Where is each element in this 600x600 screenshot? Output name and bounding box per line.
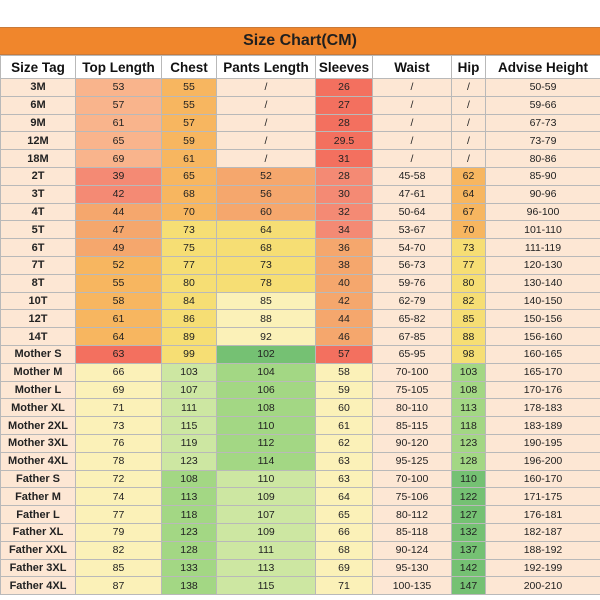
cell-top-length: 49	[76, 239, 162, 257]
cell-waist: /	[373, 132, 452, 150]
cell-top-length: 64	[76, 328, 162, 346]
cell-sleeves: 34	[316, 221, 373, 239]
cell-waist: 47-61	[373, 185, 452, 203]
cell-top-length: 61	[76, 310, 162, 328]
cell-waist: 85-115	[373, 417, 452, 435]
cell-advise-height: 130-140	[486, 274, 600, 292]
cell-size-tag: 2T	[1, 167, 76, 185]
table-row	[1, 559, 600, 577]
cell-size-tag: 5T	[1, 221, 76, 239]
cell-top-length: 69	[76, 150, 162, 168]
cell-top-length: 42	[76, 185, 162, 203]
cell-top-length: 58	[76, 292, 162, 310]
cell-sleeves: 64	[316, 488, 373, 506]
cell-advise-height: 160-165	[486, 345, 600, 363]
cell-size-tag: Mother L	[1, 381, 76, 399]
cell-sleeves: 38	[316, 256, 373, 274]
cell-sleeves: 69	[316, 559, 373, 577]
cell-waist: 100-135	[373, 577, 452, 595]
cell-pants-length: 60	[217, 203, 316, 221]
cell-size-tag: Father XXL	[1, 541, 76, 559]
cell-chest: 123	[162, 452, 217, 470]
table-row	[1, 96, 600, 114]
col-header-pants-length: Pants Length	[217, 56, 316, 79]
cell-size-tag: 6M	[1, 96, 76, 114]
cell-waist: 95-130	[373, 559, 452, 577]
cell-size-tag: 10T	[1, 292, 76, 310]
cell-advise-height: 171-175	[486, 488, 600, 506]
cell-size-tag: 4T	[1, 203, 76, 221]
cell-chest: 55	[162, 96, 217, 114]
table-body	[1, 79, 600, 595]
cell-chest: 86	[162, 310, 217, 328]
cell-hip: 122	[452, 488, 486, 506]
chart-title: Size Chart(CM)	[0, 27, 600, 55]
cell-waist: 90-124	[373, 541, 452, 559]
cell-hip: 118	[452, 417, 486, 435]
cell-hip: /	[452, 150, 486, 168]
cell-chest: 59	[162, 132, 217, 150]
cell-size-tag: 12M	[1, 132, 76, 150]
col-header-top-length: Top Length	[76, 56, 162, 79]
table-row	[1, 185, 600, 203]
cell-chest: 55	[162, 79, 217, 97]
cell-advise-height: 196-200	[486, 452, 600, 470]
cell-top-length: 63	[76, 345, 162, 363]
cell-top-length: 47	[76, 221, 162, 239]
table-row	[1, 381, 600, 399]
cell-pants-length: 110	[217, 417, 316, 435]
table-row	[1, 488, 600, 506]
table-row	[1, 363, 600, 381]
cell-waist: /	[373, 150, 452, 168]
cell-sleeves: 31	[316, 150, 373, 168]
table-row	[1, 399, 600, 417]
cell-advise-height: 178-183	[486, 399, 600, 417]
cell-size-tag: 14T	[1, 328, 76, 346]
cell-waist: 50-64	[373, 203, 452, 221]
cell-hip: /	[452, 132, 486, 150]
cell-chest: 118	[162, 506, 217, 524]
table-row	[1, 541, 600, 559]
cell-sleeves: 26	[316, 79, 373, 97]
cell-pants-length: /	[217, 150, 316, 168]
cell-pants-length: 107	[217, 506, 316, 524]
cell-chest: 133	[162, 559, 217, 577]
cell-sleeves: 32	[316, 203, 373, 221]
cell-size-tag: Father 3XL	[1, 559, 76, 577]
cell-chest: 128	[162, 541, 217, 559]
cell-hip: 137	[452, 541, 486, 559]
table-row	[1, 274, 600, 292]
cell-waist: 80-112	[373, 506, 452, 524]
cell-chest: 80	[162, 274, 217, 292]
cell-sleeves: 28	[316, 114, 373, 132]
cell-top-length: 61	[76, 114, 162, 132]
cell-size-tag: Mother S	[1, 345, 76, 363]
cell-top-length: 65	[76, 132, 162, 150]
cell-sleeves: 61	[316, 417, 373, 435]
cell-waist: 75-105	[373, 381, 452, 399]
cell-advise-height: 120-130	[486, 256, 600, 274]
cell-hip: 73	[452, 239, 486, 257]
table-row	[1, 79, 600, 97]
cell-size-tag: 6T	[1, 239, 76, 257]
cell-pants-length: 56	[217, 185, 316, 203]
cell-waist: 45-58	[373, 167, 452, 185]
cell-pants-length: 104	[217, 363, 316, 381]
cell-hip: 88	[452, 328, 486, 346]
cell-hip: 67	[452, 203, 486, 221]
cell-size-tag: 3T	[1, 185, 76, 203]
table-row	[1, 310, 600, 328]
cell-top-length: 76	[76, 434, 162, 452]
size-chart	[0, 27, 600, 595]
cell-waist: 90-120	[373, 434, 452, 452]
cell-advise-height: 59-66	[486, 96, 600, 114]
table-row	[1, 328, 600, 346]
cell-top-length: 69	[76, 381, 162, 399]
cell-size-tag: Father XL	[1, 523, 76, 541]
cell-sleeves: 59	[316, 381, 373, 399]
cell-advise-height: 96-100	[486, 203, 600, 221]
cell-advise-height: 156-160	[486, 328, 600, 346]
cell-hip: 128	[452, 452, 486, 470]
cell-sleeves: 63	[316, 452, 373, 470]
cell-pants-length: 109	[217, 523, 316, 541]
cell-waist: 95-125	[373, 452, 452, 470]
cell-chest: 73	[162, 221, 217, 239]
cell-hip: 110	[452, 470, 486, 488]
cell-hip: 80	[452, 274, 486, 292]
table-row	[1, 417, 600, 435]
cell-sleeves: 42	[316, 292, 373, 310]
cell-chest: 123	[162, 523, 217, 541]
cell-waist: 62-79	[373, 292, 452, 310]
table-row	[1, 256, 600, 274]
cell-sleeves: 63	[316, 470, 373, 488]
table-row	[1, 292, 600, 310]
cell-size-tag: Father L	[1, 506, 76, 524]
cell-hip: 127	[452, 506, 486, 524]
table-row	[1, 577, 600, 595]
cell-pants-length: 78	[217, 274, 316, 292]
table-row	[1, 239, 600, 257]
cell-size-tag: 7T	[1, 256, 76, 274]
cell-waist: /	[373, 96, 452, 114]
table-row	[1, 506, 600, 524]
cell-advise-height: 200-210	[486, 577, 600, 595]
cell-pants-length: 73	[217, 256, 316, 274]
cell-top-length: 44	[76, 203, 162, 221]
cell-pants-length: 115	[217, 577, 316, 595]
cell-chest: 108	[162, 470, 217, 488]
cell-chest: 115	[162, 417, 217, 435]
cell-pants-length: 106	[217, 381, 316, 399]
cell-hip: /	[452, 96, 486, 114]
cell-waist: 70-100	[373, 363, 452, 381]
cell-top-length: 82	[76, 541, 162, 559]
table-row	[1, 150, 600, 168]
cell-sleeves: 68	[316, 541, 373, 559]
cell-sleeves: 71	[316, 577, 373, 595]
cell-top-length: 39	[76, 167, 162, 185]
cell-size-tag: 8T	[1, 274, 76, 292]
cell-pants-length: /	[217, 132, 316, 150]
cell-hip: /	[452, 79, 486, 97]
cell-advise-height: 150-156	[486, 310, 600, 328]
cell-waist: 80-110	[373, 399, 452, 417]
table-row	[1, 167, 600, 185]
cell-advise-height: 67-73	[486, 114, 600, 132]
cell-chest: 70	[162, 203, 217, 221]
cell-advise-height: 190-195	[486, 434, 600, 452]
cell-sleeves: 44	[316, 310, 373, 328]
cell-size-tag: Mother 2XL	[1, 417, 76, 435]
cell-advise-height: 160-170	[486, 470, 600, 488]
cell-pants-length: 112	[217, 434, 316, 452]
table-row	[1, 114, 600, 132]
size-table	[0, 55, 600, 595]
cell-hip: 70	[452, 221, 486, 239]
cell-advise-height: 80-86	[486, 150, 600, 168]
cell-sleeves: 57	[316, 345, 373, 363]
cell-chest: 77	[162, 256, 217, 274]
col-header-waist: Waist	[373, 56, 452, 79]
cell-top-length: 87	[76, 577, 162, 595]
cell-advise-height: 192-199	[486, 559, 600, 577]
cell-chest: 111	[162, 399, 217, 417]
cell-top-length: 77	[76, 506, 162, 524]
cell-waist: 85-118	[373, 523, 452, 541]
cell-advise-height: 182-187	[486, 523, 600, 541]
cell-chest: 84	[162, 292, 217, 310]
cell-pants-length: 108	[217, 399, 316, 417]
cell-sleeves: 65	[316, 506, 373, 524]
cell-chest: 119	[162, 434, 217, 452]
cell-size-tag: Father M	[1, 488, 76, 506]
cell-pants-length: 114	[217, 452, 316, 470]
cell-advise-height: 85-90	[486, 167, 600, 185]
cell-size-tag: Father S	[1, 470, 76, 488]
cell-sleeves: 29.5	[316, 132, 373, 150]
cell-waist: 65-95	[373, 345, 452, 363]
cell-top-length: 66	[76, 363, 162, 381]
cell-advise-height: 140-150	[486, 292, 600, 310]
cell-size-tag: Mother M	[1, 363, 76, 381]
cell-pants-length: 52	[217, 167, 316, 185]
cell-advise-height: 188-192	[486, 541, 600, 559]
cell-pants-length: 109	[217, 488, 316, 506]
cell-waist: 65-82	[373, 310, 452, 328]
cell-hip: 147	[452, 577, 486, 595]
cell-pants-length: 102	[217, 345, 316, 363]
table-row	[1, 203, 600, 221]
cell-chest: 89	[162, 328, 217, 346]
cell-advise-height: 176-181	[486, 506, 600, 524]
cell-hip: 98	[452, 345, 486, 363]
cell-top-length: 85	[76, 559, 162, 577]
cell-sleeves: 30	[316, 185, 373, 203]
cell-size-tag: Mother XL	[1, 399, 76, 417]
cell-pants-length: 64	[217, 221, 316, 239]
cell-hip: 62	[452, 167, 486, 185]
cell-pants-length: 85	[217, 292, 316, 310]
table-row	[1, 345, 600, 363]
table-row	[1, 434, 600, 452]
cell-top-length: 53	[76, 79, 162, 97]
cell-size-tag: 18M	[1, 150, 76, 168]
cell-chest: 103	[162, 363, 217, 381]
cell-pants-length: 88	[217, 310, 316, 328]
cell-waist: 54-70	[373, 239, 452, 257]
cell-pants-length: /	[217, 79, 316, 97]
table-row	[1, 452, 600, 470]
cell-chest: 138	[162, 577, 217, 595]
cell-hip: 142	[452, 559, 486, 577]
cell-size-tag: 12T	[1, 310, 76, 328]
cell-waist: /	[373, 114, 452, 132]
cell-top-length: 71	[76, 399, 162, 417]
col-header-chest: Chest	[162, 56, 217, 79]
cell-hip: 103	[452, 363, 486, 381]
table-row	[1, 132, 600, 150]
cell-advise-height: 90-96	[486, 185, 600, 203]
cell-chest: 113	[162, 488, 217, 506]
cell-waist: 70-100	[373, 470, 452, 488]
table-row	[1, 470, 600, 488]
cell-size-tag: 3M	[1, 79, 76, 97]
cell-size-tag: Mother 4XL	[1, 452, 76, 470]
cell-sleeves: 66	[316, 523, 373, 541]
cell-top-length: 55	[76, 274, 162, 292]
cell-waist: 67-85	[373, 328, 452, 346]
cell-pants-length: /	[217, 96, 316, 114]
col-header-sleeves: Sleeves	[316, 56, 373, 79]
cell-chest: 61	[162, 150, 217, 168]
cell-advise-height: 101-110	[486, 221, 600, 239]
cell-pants-length: /	[217, 114, 316, 132]
cell-hip: 113	[452, 399, 486, 417]
cell-hip: 77	[452, 256, 486, 274]
cell-chest: 65	[162, 167, 217, 185]
cell-sleeves: 62	[316, 434, 373, 452]
col-header-hip: Hip	[452, 56, 486, 79]
cell-pants-length: 92	[217, 328, 316, 346]
cell-advise-height: 73-79	[486, 132, 600, 150]
cell-waist: 75-106	[373, 488, 452, 506]
cell-hip: 132	[452, 523, 486, 541]
cell-pants-length: 68	[217, 239, 316, 257]
cell-advise-height: 165-170	[486, 363, 600, 381]
cell-top-length: 52	[76, 256, 162, 274]
cell-sleeves: 58	[316, 363, 373, 381]
cell-advise-height: 50-59	[486, 79, 600, 97]
col-header-advise-height: Advise Height	[486, 56, 600, 79]
cell-chest: 57	[162, 114, 217, 132]
cell-pants-length: 113	[217, 559, 316, 577]
cell-chest: 75	[162, 239, 217, 257]
cell-advise-height: 183-189	[486, 417, 600, 435]
cell-hip: 108	[452, 381, 486, 399]
cell-sleeves: 27	[316, 96, 373, 114]
cell-pants-length: 111	[217, 541, 316, 559]
cell-size-tag: Father 4XL	[1, 577, 76, 595]
cell-waist: /	[373, 79, 452, 97]
header-row	[1, 56, 600, 79]
cell-hip: 82	[452, 292, 486, 310]
cell-pants-length: 110	[217, 470, 316, 488]
cell-chest: 99	[162, 345, 217, 363]
cell-waist: 59-76	[373, 274, 452, 292]
table-row	[1, 523, 600, 541]
cell-size-tag: 9M	[1, 114, 76, 132]
cell-top-length: 79	[76, 523, 162, 541]
cell-chest: 68	[162, 185, 217, 203]
cell-top-length: 57	[76, 96, 162, 114]
cell-advise-height: 170-176	[486, 381, 600, 399]
cell-hip: 64	[452, 185, 486, 203]
col-header-size-tag: Size Tag	[1, 56, 76, 79]
cell-top-length: 72	[76, 470, 162, 488]
cell-sleeves: 46	[316, 328, 373, 346]
table-row	[1, 221, 600, 239]
cell-hip: 123	[452, 434, 486, 452]
cell-waist: 56-73	[373, 256, 452, 274]
cell-size-tag: Mother 3XL	[1, 434, 76, 452]
cell-sleeves: 60	[316, 399, 373, 417]
cell-top-length: 78	[76, 452, 162, 470]
cell-sleeves: 36	[316, 239, 373, 257]
cell-advise-height: 111-119	[486, 239, 600, 257]
cell-chest: 107	[162, 381, 217, 399]
cell-waist: 53-67	[373, 221, 452, 239]
cell-top-length: 73	[76, 417, 162, 435]
cell-hip: /	[452, 114, 486, 132]
cell-sleeves: 40	[316, 274, 373, 292]
cell-top-length: 74	[76, 488, 162, 506]
cell-sleeves: 28	[316, 167, 373, 185]
cell-hip: 85	[452, 310, 486, 328]
